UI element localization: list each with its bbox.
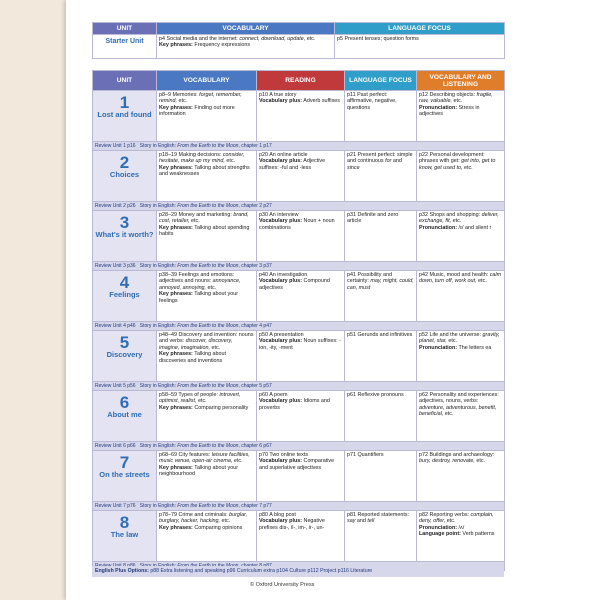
focus-text: p81 Reported statements: bbox=[347, 512, 410, 518]
reading-text: p10 A true story bbox=[259, 92, 297, 98]
starter-key-phrases: Frequency expressions bbox=[192, 42, 251, 49]
vocab-listening-cell bbox=[417, 91, 505, 142]
vocab-plus: Compound adjectives bbox=[259, 278, 330, 291]
copyright: © Oxford University Press bbox=[250, 582, 315, 588]
vocab-plus: Adjective suffixes: -ful and -less bbox=[259, 158, 326, 171]
review-row bbox=[93, 142, 505, 151]
pronunciation: The letters ea bbox=[457, 344, 492, 351]
language-focus-cell bbox=[345, 451, 417, 502]
listening-tail: etc. bbox=[451, 98, 463, 105]
focus-text: may, might, could, can, must bbox=[347, 278, 414, 291]
reading-text: p70 Two online texts bbox=[259, 452, 309, 458]
unit-row bbox=[93, 271, 505, 322]
focus-text: p11 Past perfect: affirmative, negative, questions bbox=[347, 92, 397, 111]
unit-title: On the streets bbox=[99, 470, 150, 479]
story-chapter: , chapter 2 p27 bbox=[238, 203, 272, 209]
starter-focus-header: LANGUAGE FOCUS bbox=[335, 23, 505, 35]
story-label: Story in English: bbox=[139, 203, 178, 209]
vocabulary-header: VOCABULARY bbox=[157, 71, 257, 91]
unit-row bbox=[93, 151, 505, 202]
unit-row bbox=[93, 211, 505, 262]
listening-examples: complain, deny, offer, bbox=[419, 512, 494, 525]
unit-title: Feelings bbox=[109, 290, 140, 299]
vocab-listening-cell bbox=[417, 331, 505, 382]
unit-cell bbox=[93, 331, 157, 382]
listening-examples: bury, destroy, renovate, bbox=[419, 458, 475, 465]
story-title: From the Earth to the Moon bbox=[177, 443, 239, 449]
language-focus-cell bbox=[345, 331, 417, 382]
vocab-text: p78–79 Crime and criminals: bbox=[159, 512, 230, 518]
vocab-listening-cell bbox=[417, 451, 505, 502]
vocab-tail: etc. bbox=[196, 398, 207, 405]
vocabulary-cell bbox=[157, 91, 257, 142]
vocabulary-cell bbox=[157, 211, 257, 262]
starter-vocab-tail: etc. bbox=[305, 36, 316, 42]
unit-row bbox=[93, 91, 505, 142]
vocab-plus: Comparative and superlative adjectives bbox=[259, 458, 335, 471]
language-focus-cell bbox=[345, 391, 417, 442]
vocabulary-cell bbox=[157, 511, 257, 562]
vocab-listening-cell bbox=[417, 271, 505, 322]
starter-focus-cell: p5 Present tenses; question forms bbox=[335, 35, 505, 59]
unit-row bbox=[93, 331, 505, 382]
review-unit: Review Unit 1 p16 bbox=[95, 143, 136, 149]
listening-tail: etc. bbox=[451, 218, 462, 225]
vocab-examples: burglar, burglary, hacker, hacking, bbox=[159, 512, 248, 525]
reading-cell bbox=[257, 211, 345, 262]
focus-text: since bbox=[347, 164, 360, 171]
vocab-plus: Adverb suffixes bbox=[302, 98, 341, 105]
unit-row bbox=[93, 391, 505, 442]
starter-key-phrases-label: Key phrases: bbox=[159, 42, 193, 49]
key-phrases-label: Key phrases: bbox=[159, 464, 193, 471]
key-phrases: Finding out more information bbox=[159, 104, 235, 118]
unit-number: 1 bbox=[119, 93, 130, 112]
vocab-examples: leisure facilities, music venue, open-air cinema, bbox=[159, 452, 250, 465]
pronunciation: Stress in adjectives bbox=[419, 104, 480, 118]
pronunciation-label: Pronunciation: bbox=[419, 344, 458, 351]
review-cell bbox=[93, 202, 505, 211]
story-chapter: , chapter 3 p37 bbox=[238, 263, 272, 269]
story-label: Story in English: bbox=[139, 503, 178, 509]
listening-examples: get into, get to know, get used to, bbox=[419, 158, 496, 171]
focus-text: p51 Gerunds and infinitives bbox=[347, 332, 413, 338]
language-point-label: Language point: bbox=[419, 531, 461, 538]
vocab-listening-cell bbox=[417, 151, 505, 202]
starter-vocab-cell bbox=[157, 35, 335, 59]
contents-table bbox=[92, 70, 505, 571]
listening-tail: etc. bbox=[445, 518, 456, 525]
review-unit: Review Unit 3 p36 bbox=[95, 263, 136, 269]
reading-cell bbox=[257, 91, 345, 142]
reading-text: p20 An online article bbox=[259, 152, 308, 158]
language-focus-cell bbox=[345, 151, 417, 202]
unit-row bbox=[93, 511, 505, 562]
listening-text: p72 Buildings and archaeology: bbox=[419, 452, 495, 458]
vocab-examples: annoyance, annoyed, annoying, bbox=[159, 278, 241, 291]
vocab-examples: discover, discovery, imagine, imagination, bbox=[159, 338, 233, 351]
listening-text: p12 Describing objects: bbox=[419, 92, 477, 98]
vocab-plus-label: Vocabulary plus: bbox=[259, 278, 303, 285]
starter-unit-title: Starter Unit bbox=[105, 38, 144, 45]
focus-text: for bbox=[385, 158, 392, 165]
vocab-tail: etc. bbox=[209, 344, 221, 351]
unit-cell bbox=[93, 271, 157, 322]
listening-tail: etc. bbox=[446, 338, 458, 345]
vocab-plus: Negative prefixes dis-, il-, im-, ir-, un- bbox=[259, 518, 325, 531]
vocab-text: p58–59 Types of people: bbox=[159, 392, 220, 398]
key-phrases: Talking about spending habits bbox=[159, 224, 250, 238]
key-phrases-label: Key phrases: bbox=[159, 224, 193, 231]
vocab-text: p28–29 Money and marketing: bbox=[159, 212, 234, 218]
reading-cell bbox=[257, 331, 345, 382]
unit-cell bbox=[93, 151, 157, 202]
listening-tail: etc. bbox=[474, 458, 486, 465]
listening-text: p62 Personality and experiences: adjectives, nouns, verbs: bbox=[419, 392, 499, 405]
unit-cell bbox=[93, 451, 157, 502]
vocab-examples: introvert, optimist, realist, bbox=[159, 392, 241, 405]
review-unit: Review Unit 6 p66 bbox=[95, 443, 136, 449]
focus-text: p41 Possibility and certainty: bbox=[347, 272, 392, 285]
options-text: p88 Extra listening and speaking p96 Curriculum extra p104 Culture p112 Project p116 Literature bbox=[148, 568, 373, 574]
story-chapter: , chapter 5 p57 bbox=[238, 383, 272, 389]
unit-number: 5 bbox=[119, 333, 130, 352]
focus-text: and bbox=[391, 158, 402, 165]
key-phrases-label: Key phrases: bbox=[159, 351, 193, 358]
vocab-listening-cell bbox=[417, 511, 505, 562]
story-chapter: , chapter 6 p67 bbox=[238, 443, 272, 449]
pronunciation-label: Pronunciation: bbox=[419, 104, 458, 111]
key-phrases: Comparing personality bbox=[192, 404, 249, 411]
unit-number: 8 bbox=[119, 513, 130, 532]
reading-text: p50 A presentation bbox=[259, 332, 304, 338]
vocab-listening-cell bbox=[417, 391, 505, 442]
review-unit: Review Unit 7 p76 bbox=[95, 503, 136, 509]
review-row bbox=[93, 262, 505, 271]
options-label: English Plus Options: bbox=[95, 568, 149, 574]
story-label: Story in English: bbox=[139, 383, 178, 389]
english-plus-options-bar bbox=[92, 566, 504, 577]
vocab-tail: etc. bbox=[176, 98, 188, 105]
starter-vocab-examples: connect, download, update, bbox=[239, 36, 306, 42]
unit-number: 7 bbox=[119, 453, 130, 472]
focus-text: p21 Present perfect: simple and continuous bbox=[347, 152, 413, 165]
vocab-examples: consider, hesitate, make up my mind, bbox=[159, 152, 245, 165]
story-title: From the Earth to the Moon bbox=[177, 203, 239, 209]
listening-text: p82 Reporting verbs: bbox=[419, 512, 471, 518]
reading-cell bbox=[257, 391, 345, 442]
pronunciation: /ɪ/ and silent r bbox=[457, 224, 492, 231]
vocab-plus: Noun suffixes: -ion, -ity, -ment bbox=[259, 338, 341, 351]
listening-text: p52 Life and the universe: bbox=[419, 332, 483, 338]
review-cell bbox=[93, 442, 505, 451]
focus-text: p71 Quantifiers bbox=[347, 452, 384, 458]
vocabulary-cell bbox=[157, 151, 257, 202]
unit-number: 3 bbox=[119, 213, 130, 232]
listening-text: p22 Personal development: phrases with get: bbox=[419, 152, 485, 165]
key-phrases: Talking about strengths and weaknesses bbox=[159, 164, 250, 178]
reading-text: p40 An investigation bbox=[259, 272, 308, 278]
pronunciation-label: Pronunciation: bbox=[419, 524, 458, 531]
vocab-plus-label: Vocabulary plus: bbox=[259, 398, 303, 405]
vocab-text: p8–9 Memories: bbox=[159, 92, 200, 98]
listening-examples: calm down, turn off, work out, bbox=[419, 272, 502, 285]
unit-number: 4 bbox=[119, 273, 130, 292]
story-title: From the Earth to the Moon bbox=[177, 383, 239, 389]
language-focus-cell bbox=[345, 511, 417, 562]
reading-text: p80 A blog post bbox=[259, 512, 296, 518]
review-row bbox=[93, 322, 505, 331]
review-row bbox=[93, 442, 505, 451]
unit-number: 2 bbox=[119, 153, 130, 172]
key-phrases-label: Key phrases: bbox=[159, 291, 193, 298]
focus-text: p31 Definite and zero article bbox=[347, 212, 399, 225]
story-chapter: , chapter 1 p17 bbox=[238, 143, 272, 149]
key-phrases-label: Key phrases: bbox=[159, 164, 193, 171]
vocab-tail: etc. bbox=[232, 458, 243, 465]
vocab-tail: etc. bbox=[224, 158, 236, 165]
vocab-plus: Noun + noun combinations bbox=[259, 218, 335, 231]
reading-text: p60 A poem bbox=[259, 392, 288, 398]
starter-vocab-text: p4 Social media and the internet: bbox=[159, 36, 240, 42]
vocab-examples: brand, cost, retailer, bbox=[159, 212, 249, 225]
vocab-plus-label: Vocabulary plus: bbox=[259, 98, 303, 105]
starter-table bbox=[92, 22, 505, 59]
story-chapter: , chapter 7 p77 bbox=[238, 503, 272, 509]
vocab-tail: etc. bbox=[189, 218, 200, 225]
unit-title: Choices bbox=[109, 170, 140, 179]
reading-cell bbox=[257, 451, 345, 502]
review-row bbox=[93, 502, 505, 511]
vocab-listening-cell bbox=[417, 211, 505, 262]
vocabulary-cell bbox=[157, 331, 257, 382]
listening-tail: etc. bbox=[443, 411, 454, 418]
vocab-plus-label: Vocabulary plus: bbox=[259, 458, 303, 465]
story-label: Story in English: bbox=[139, 323, 178, 329]
language-focus-header: LANGUAGE FOCUS bbox=[345, 71, 417, 91]
vocab-text: p48–49 Discovery and invention: nouns and verbs: bbox=[159, 332, 254, 345]
focus-text: and bbox=[355, 518, 368, 525]
review-unit: Review Unit 5 p56 bbox=[95, 383, 136, 389]
vocab-examples: forget, remember, remind, bbox=[159, 92, 242, 105]
vocabulary-cell bbox=[157, 391, 257, 442]
starter-unit-header: UNIT bbox=[93, 23, 157, 35]
reading-header: READING bbox=[257, 71, 345, 91]
unit-number: 6 bbox=[119, 393, 130, 412]
story-title: From the Earth to the Moon bbox=[177, 503, 239, 509]
key-phrases-label: Key phrases: bbox=[159, 404, 193, 411]
unit-cell bbox=[93, 91, 157, 142]
vocab-plus-label: Vocabulary plus: bbox=[259, 518, 303, 525]
review-cell bbox=[93, 262, 505, 271]
story-label: Story in English: bbox=[139, 443, 178, 449]
key-phrases: Comparing opinions bbox=[192, 524, 243, 531]
listening-text: p32 Shops and shopping: bbox=[419, 212, 482, 218]
review-cell bbox=[93, 322, 505, 331]
listening-examples: fragile, raw, valuable, bbox=[419, 92, 493, 105]
unit-cell bbox=[93, 211, 157, 262]
vocab-text: p38–39 Feelings and emotions: adjectives and nouns: bbox=[159, 272, 235, 285]
unit-header: UNIT bbox=[93, 71, 157, 91]
focus-text: p61 Reflexive pronouns bbox=[347, 392, 404, 398]
review-unit: Review Unit 2 p26 bbox=[95, 203, 136, 209]
listening-examples: gravity, planet, star, bbox=[419, 332, 500, 345]
key-phrases-label: Key phrases: bbox=[159, 104, 193, 111]
vocab-plus-label: Vocabulary plus: bbox=[259, 158, 303, 165]
reading-cell bbox=[257, 151, 345, 202]
reading-cell bbox=[257, 511, 345, 562]
vocab-plus-label: Vocabulary plus: bbox=[259, 218, 303, 225]
vocabulary-cell bbox=[157, 271, 257, 322]
story-label: Story in English: bbox=[139, 143, 178, 149]
reading-cell bbox=[257, 271, 345, 322]
review-row bbox=[93, 202, 505, 211]
listening-tail: etc. bbox=[462, 164, 473, 171]
story-title: From the Earth to the Moon bbox=[177, 143, 239, 149]
unit-title: Discovery bbox=[106, 350, 143, 359]
key-phrases: Talking about discoveries and inventions bbox=[159, 351, 227, 364]
review-row bbox=[93, 382, 505, 391]
unit-title: The law bbox=[110, 530, 139, 539]
unit-title: Lost and found bbox=[97, 110, 152, 119]
key-phrases: Talking about your neighbourhood bbox=[159, 464, 239, 478]
focus-text: say bbox=[347, 518, 356, 525]
language-point: Verb patterns bbox=[460, 531, 495, 538]
starter-unit-cell bbox=[93, 35, 157, 59]
unit-cell bbox=[93, 511, 157, 562]
pronunciation: /ʌ/ bbox=[457, 524, 465, 531]
story-label: Story in English: bbox=[139, 263, 178, 269]
vocab-tail: etc. bbox=[220, 518, 231, 525]
vocab-text: p68–69 City features: bbox=[159, 452, 212, 458]
story-chapter: , chapter 4 p47 bbox=[238, 323, 272, 329]
listening-text: p42 Music, mood and health: bbox=[419, 272, 490, 278]
review-cell bbox=[93, 142, 505, 151]
listening-tail: etc. bbox=[476, 278, 487, 285]
focus-text: tell bbox=[367, 518, 375, 525]
unit-title: About me bbox=[107, 410, 142, 419]
language-focus-cell bbox=[345, 271, 417, 322]
listening-examples: adventure, adventurous, benefit, beneficial, bbox=[419, 404, 497, 418]
listening-examples: deliver, exchange, fit, bbox=[419, 212, 499, 225]
language-focus-cell bbox=[345, 91, 417, 142]
vocab-plus-label: Vocabulary plus: bbox=[259, 338, 303, 345]
starter-vocab-header: VOCABULARY bbox=[157, 23, 335, 35]
vocab-listening-header: VOCABULARY AND LISTENING bbox=[417, 71, 505, 91]
key-phrases: Talking about your feelings bbox=[159, 291, 239, 304]
vocab-plus: Idioms and proverbs bbox=[259, 398, 330, 411]
language-focus-cell bbox=[345, 211, 417, 262]
reading-text: p30 An interview bbox=[259, 212, 299, 218]
story-title: From the Earth to the Moon bbox=[177, 323, 239, 329]
vocab-text: p18–19 Making decisions: bbox=[159, 152, 223, 158]
review-cell bbox=[93, 382, 505, 391]
story-title: From the Earth to the Moon bbox=[177, 263, 239, 269]
pronunciation-label: Pronunciation: bbox=[419, 224, 458, 231]
vocab-tail: etc. bbox=[206, 284, 217, 291]
vocabulary-cell bbox=[157, 451, 257, 502]
review-unit: Review Unit 4 p46 bbox=[95, 323, 136, 329]
unit-cell bbox=[93, 391, 157, 442]
unit-title: What's it worth? bbox=[95, 230, 154, 239]
key-phrases-label: Key phrases: bbox=[159, 524, 193, 531]
review-cell bbox=[93, 502, 505, 511]
unit-row bbox=[93, 451, 505, 502]
